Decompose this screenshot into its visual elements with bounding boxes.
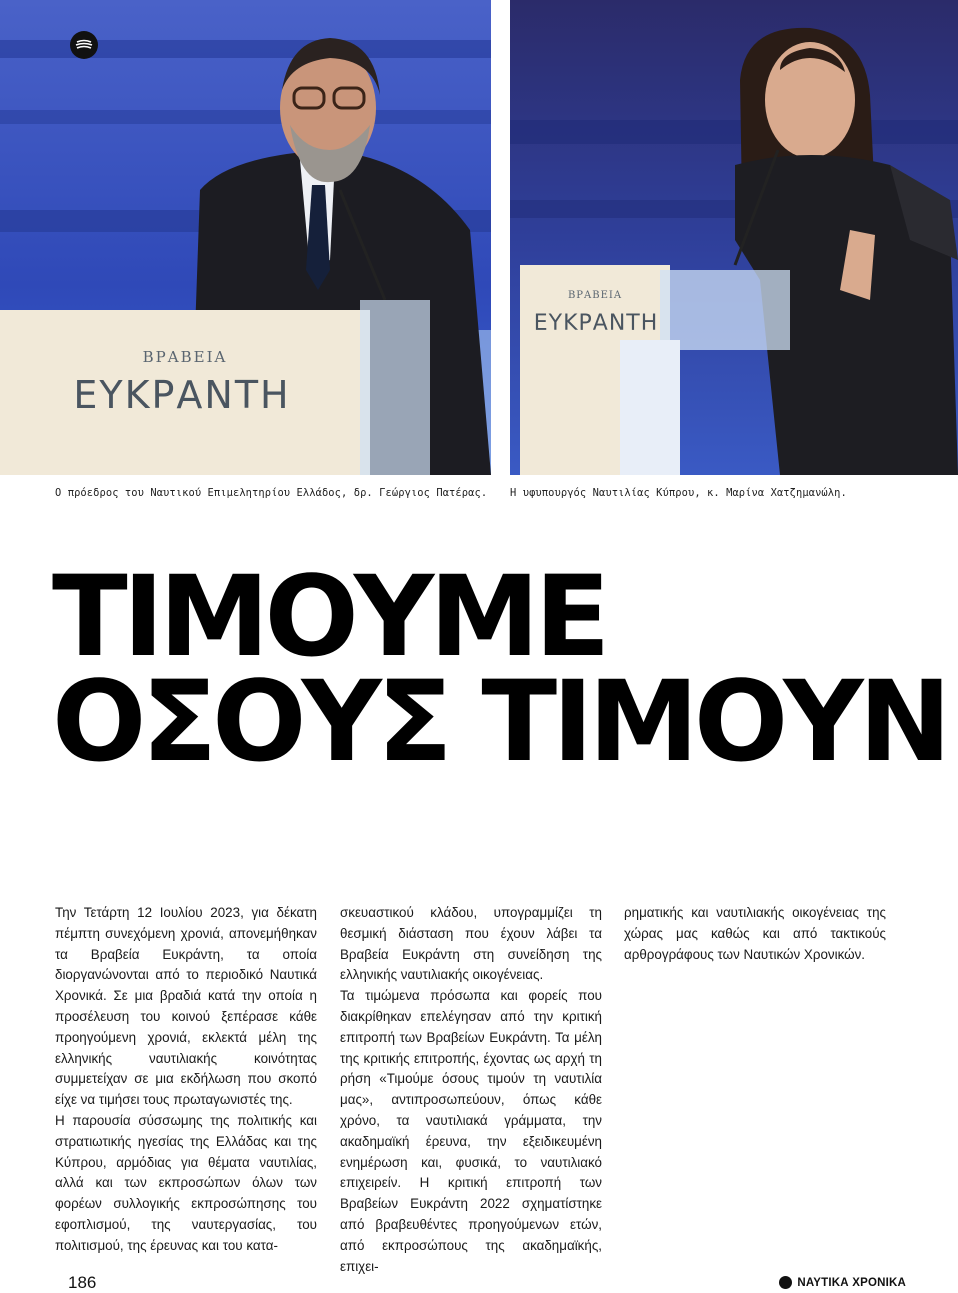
headline-line-1: ΤΙΜΟΥΜΕ <box>52 553 606 682</box>
speaker-right-illustration <box>510 0 958 475</box>
magazine-logo-icon <box>70 31 98 59</box>
speaker-left-illustration <box>0 0 491 475</box>
footer-brand-text: ΝΑΥΤΙΚΑ ΧΡΟΝΙΚΑ <box>797 1276 906 1289</box>
page-number: 186 <box>68 1273 97 1292</box>
headline <box>52 553 947 787</box>
body-column-1 <box>55 903 317 1257</box>
body-column-2 <box>340 903 602 1277</box>
headline-line-2: ΟΣΟΥΣ ΤΙΜΟΥΝ <box>52 658 947 787</box>
paragraph: Την Τετάρτη 12 Ιουλίου 2023, για δέκατη πέμπτη συνεχόμενη χρονιά, απονεμήθηκαν τα Βραβεία Ευκράντη, τα οποία διοργανώνονται από το περιοδικό Ναυτικά Χρονικά. Σε μια βραδιά κατά την οποία η προσέλευση του κοινού ξεπέρασε κάθε προηγούμενη χρονιά, εκλεκτά μέλη της ελληνικής ναυτιλιακής κοινότητας συμμετείχαν σε μια εκδήλωση που σκοπό είχε να τιμήσει τους πρωταγωνιστές της. <box>55 905 317 1108</box>
svg-text:ΕΥΚΡΑΝΤΗ: ΕΥΚΡΑΝΤΗ <box>73 373 291 417</box>
svg-text:ΒΡΑΒΕΙΑ: ΒΡΑΒΕΙΑ <box>567 290 623 301</box>
paragraph: Τα τιμώμενα πρόσωπα και φορείς που διακρίθηκαν επελέγησαν από την κριτική επιτροπή των Βραβείων Ευκράντη. Τα μέλη της κριτικής επιτροπής, έχοντας ως αρχή τη ρήση «Τιμούμε όσους τιμούν τη ναυτιλία μας», αντιπροσωπεύουν, όπως κάθε χρόνο, τα ναυτιλιακά γράμματα, την ακαδημαϊκή έρευνα, την εξειδικευμένη ενημέρωση και, φυσικά, το ναυτιλιακό επιχειρείν. Η κριτική επιτροπή των Βραβείων Ευκράντη 2022 σχηματίστηκε από βραβευθέντες προηγούμενων ετών, από εκπροσώπους της ακαδημαϊκής, επιχει- <box>340 988 602 1274</box>
photo-caption-left: Ο πρόεδρος του Ναυτικού Επιμελητηρίου Ελλάδος, δρ. Γεώργιος Πατέρας. <box>55 487 488 499</box>
footer-brand <box>779 1276 906 1289</box>
paragraph: ρηματικής και ναυτιλιακής οικογένειας της χώρας μας καθώς και από τακτικούς αρθρογράφους των Ναυτικών Χρονικών. <box>624 905 886 962</box>
brand-logo-icon <box>779 1276 792 1289</box>
photo-caption-right: Η υφυπουργός Ναυτιλίας Κύπρου, κ. Μαρίνα Χατζημανώλη. <box>510 487 847 499</box>
svg-text:ΕΥΚΡΑΝΤΗ: ΕΥΚΡΑΝΤΗ <box>533 311 659 336</box>
svg-text:ΒΡΑΒΕΙΑ: ΒΡΑΒΕΙΑ <box>142 348 228 366</box>
body-column-3 <box>624 903 886 965</box>
paragraph: Η παρουσία σύσσωμης της πολιτικής και στρατιωτικής ηγεσίας της Ελλάδας και της Κύπρου, αρμόδιας για θέματα ναυτιλίας, αλλά και των εκπροσώπων όλων των φορέων συλλογικής εκπροσώπησης του εφοπλισμού, της ναυτεργασίας, του πολιτισμού, της έρευνας και του κατα- <box>55 1112 317 1253</box>
paragraph: σκευαστικού κλάδου, υπογραμμίζει τη θεσμική διάσταση που έχουν λάβει τα Βραβεία Ευκράντη στη συνείδηση της ελληνικής ναυτιλιακής οικογένειας. <box>340 905 602 983</box>
photo-speaker-left <box>0 0 491 475</box>
photo-speaker-right <box>510 0 958 475</box>
